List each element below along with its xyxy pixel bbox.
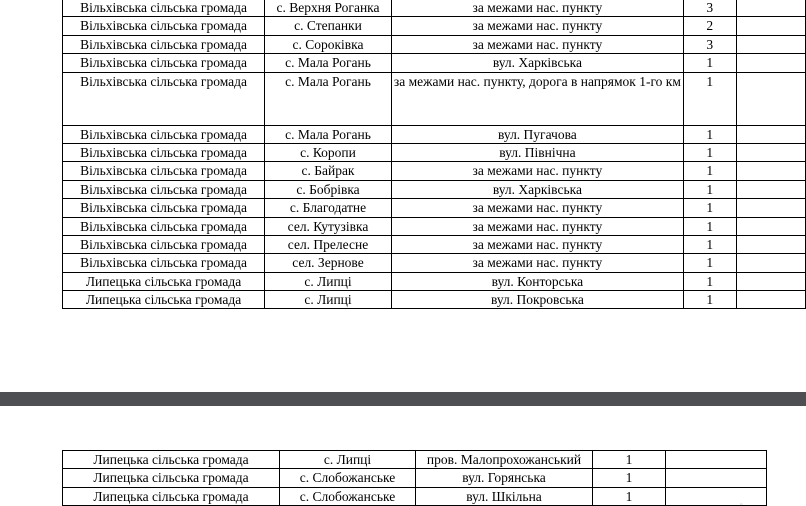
settlement-cell: с. Мала Рогань: [265, 54, 392, 72]
community-cell: Вільхівська сільська громада: [63, 54, 265, 72]
count-cell: 1: [683, 72, 736, 125]
community-cell: Липецька сільська громада: [63, 487, 280, 505]
objects-table-bottom: [62, 450, 767, 506]
table-row: [63, 487, 767, 505]
settlement-cell: сел. Зернове: [265, 254, 392, 272]
location-cell: за межами нас. пункту: [391, 199, 683, 217]
table-row: [63, 0, 806, 17]
empty-cell: [736, 291, 805, 309]
objects-table-top: [62, 0, 806, 309]
count-cell: 1: [683, 162, 736, 180]
count-cell: 1: [593, 487, 666, 505]
count-cell: 3: [683, 0, 736, 17]
count-cell: 1: [683, 272, 736, 290]
settlement-cell: с. Благодатне: [265, 199, 392, 217]
count-cell: 1: [683, 125, 736, 143]
community-cell: Липецька сільська громада: [63, 272, 265, 290]
location-cell: вул. Шкільна: [416, 487, 593, 505]
location-cell: за межами нас. пункту: [391, 162, 683, 180]
empty-cell: [736, 254, 805, 272]
count-cell: 2: [683, 17, 736, 35]
location-cell: вул. Північна: [391, 143, 683, 161]
count-cell: 1: [683, 217, 736, 235]
settlement-cell: с. Бобрівка: [265, 180, 392, 198]
table-row: [63, 72, 806, 125]
location-cell: за межами нас. пункту: [391, 35, 683, 53]
settlement-cell: с. Мала Рогань: [265, 72, 392, 125]
community-cell: Липецька сільська громада: [63, 469, 280, 487]
settlement-cell: с. Слобожанське: [280, 487, 416, 505]
community-cell: Вільхівська сільська громада: [63, 17, 265, 35]
count-cell: 1: [593, 469, 666, 487]
table-row: [63, 469, 767, 487]
settlement-cell: с. Сороківка: [265, 35, 392, 53]
count-cell: 1: [593, 451, 666, 469]
count-cell: 3: [683, 35, 736, 53]
location-cell: пров. Малопрохожанський: [416, 451, 593, 469]
table-row: [63, 180, 806, 198]
community-cell: Вільхівська сільська громада: [63, 162, 265, 180]
count-cell: 1: [683, 291, 736, 309]
settlement-cell: с. Мала Рогань: [265, 125, 392, 143]
empty-cell: [736, 125, 805, 143]
empty-cell: [736, 217, 805, 235]
settlement-cell: с. Липці: [280, 451, 416, 469]
empty-cell: [666, 469, 767, 487]
community-cell: Липецька сільська громада: [63, 291, 265, 309]
community-cell: Липецька сільська громада: [63, 451, 280, 469]
count-cell: 1: [683, 54, 736, 72]
settlement-cell: сел. Кутузівка: [265, 217, 392, 235]
empty-cell: [736, 180, 805, 198]
count-cell: 1: [683, 180, 736, 198]
location-cell: за межами нас. пункту: [391, 17, 683, 35]
community-cell: Вільхівська сільська громада: [63, 143, 265, 161]
community-cell: Вільхівська сільська громада: [63, 254, 265, 272]
count-cell: 1: [683, 143, 736, 161]
table-row: [63, 17, 806, 35]
table-row: [63, 217, 806, 235]
empty-cell: [736, 235, 805, 253]
table-row: [63, 35, 806, 53]
location-cell: за межами нас. пункту: [391, 235, 683, 253]
empty-cell: [736, 0, 805, 17]
settlement-cell: с. Коропи: [265, 143, 392, 161]
empty-cell: [736, 17, 805, 35]
empty-cell: [736, 35, 805, 53]
community-cell: Вільхівська сільська громада: [63, 235, 265, 253]
count-cell: 1: [683, 199, 736, 217]
location-cell: вул. Пугачова: [391, 125, 683, 143]
location-cell: вул. Харківська: [391, 180, 683, 198]
table-row: [63, 272, 806, 290]
community-cell: Вільхівська сільська громада: [63, 35, 265, 53]
community-cell: Вільхівська сільська громада: [63, 125, 265, 143]
settlement-cell: сел. Прелесне: [265, 235, 392, 253]
table-row: [63, 254, 806, 272]
location-cell: вул. Конторська: [391, 272, 683, 290]
settlement-cell: с. Байрак: [265, 162, 392, 180]
document-page-bottom: [0, 406, 806, 505]
page-separator: [0, 392, 806, 406]
count-cell: 1: [683, 254, 736, 272]
location-cell: за межами нас. пункту: [391, 254, 683, 272]
table-row: [63, 451, 767, 469]
empty-cell: [736, 54, 805, 72]
community-cell: Вільхівська сільська громада: [63, 180, 265, 198]
table-row: [63, 235, 806, 253]
table-row: [63, 125, 806, 143]
community-cell: Вільхівська сільська громада: [63, 0, 265, 17]
empty-cell: [736, 272, 805, 290]
table-row: [63, 162, 806, 180]
empty-cell: [666, 487, 767, 505]
location-cell: вул. Харківська: [391, 54, 683, 72]
settlement-cell: с. Липці: [265, 291, 392, 309]
table-row: [63, 54, 806, 72]
settlement-cell: с. Верхня Роганка: [265, 0, 392, 17]
empty-cell: [736, 199, 805, 217]
community-cell: Вільхівська сільська громада: [63, 72, 265, 125]
settlement-cell: с. Слобожанське: [280, 469, 416, 487]
community-cell: Вільхівська сільська громада: [63, 217, 265, 235]
location-cell: за межами нас. пункту: [391, 0, 683, 17]
table-row: [63, 143, 806, 161]
settlement-cell: с. Степанки: [265, 17, 392, 35]
count-cell: 1: [683, 235, 736, 253]
empty-cell: [666, 451, 767, 469]
page-corner-marker: „: [740, 500, 743, 506]
settlement-cell: с. Липці: [265, 272, 392, 290]
location-cell: за межами нас. пункту, дорога в напрямок 1-го км: [391, 72, 683, 125]
location-cell: вул. Горянська: [416, 469, 593, 487]
location-cell: вул. Покровська: [391, 291, 683, 309]
empty-cell: [736, 162, 805, 180]
location-cell: за межами нас. пункту: [391, 217, 683, 235]
empty-cell: [736, 143, 805, 161]
empty-cell: [736, 72, 805, 125]
table-row: [63, 199, 806, 217]
community-cell: Вільхівська сільська громада: [63, 199, 265, 217]
table-row: [63, 291, 806, 309]
